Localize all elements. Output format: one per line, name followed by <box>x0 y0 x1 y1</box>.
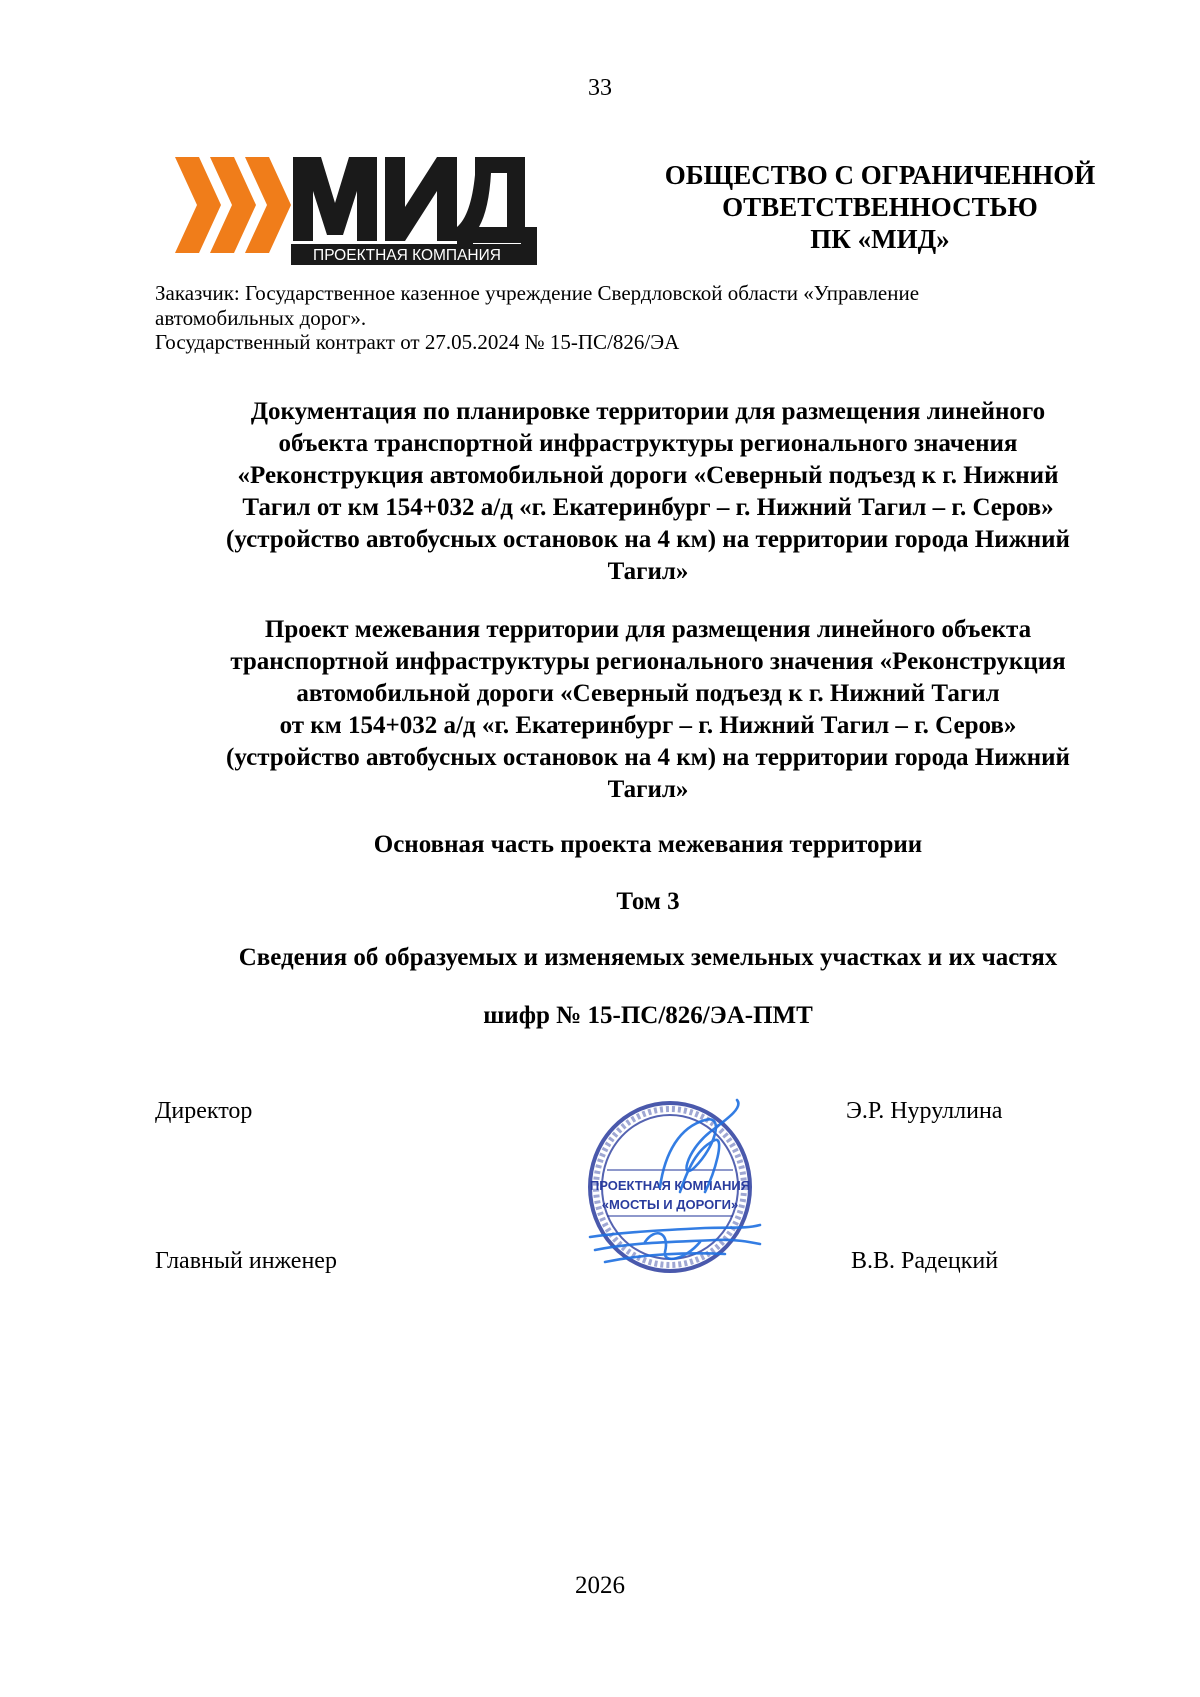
title-line: Тагил» <box>607 558 689 585</box>
title-line: Тагил» <box>607 776 689 803</box>
info-heading: Сведения об образуемых и изменяемых земельных участках и их частях <box>238 944 1058 971</box>
engineer-name: В.В. Радецкий <box>851 1248 999 1274</box>
title-line: автомобильной дороги «Северный подъезд к г. Нижний Тагил <box>296 680 1000 707</box>
cipher-code: шифр № 15-ПС/826/ЭА-ПМТ <box>483 1002 813 1029</box>
logo-subtitle: ПРОЕКТНАЯ КОМПАНИЯ <box>313 247 501 264</box>
company-name-line: ПК «МИД» <box>810 224 950 254</box>
stamp-center-line: «МОСТЫ И ДОРОГИ» <box>601 1197 739 1212</box>
director-title: Директор <box>155 1098 253 1124</box>
company-logo <box>175 145 550 265</box>
title-line: объекта транспортной инфраструктуры регионального значения <box>278 430 1018 457</box>
customer-line: автомобильных дорог». <box>155 305 367 330</box>
title-line: (устройство автобусных остановок на 4 км) на территории города Нижний <box>226 526 1070 553</box>
main-part-heading: Основная часть проекта межевания территории <box>373 831 923 858</box>
customer-line: Заказчик: Государственное казенное учреждение Свердловской области «Управление <box>155 281 920 305</box>
director-name: Э.Р. Нуруллина <box>846 1098 1003 1124</box>
title-line: (устройство автобусных остановок на 4 км) на территории города Нижний <box>226 744 1070 771</box>
project-title <box>150 614 1146 806</box>
documentation-title <box>150 396 1146 588</box>
title-line: транспортной инфраструктуры регионального значения «Реконструкция <box>230 648 1066 675</box>
volume-heading: Том 3 <box>616 888 680 915</box>
engineer-title: Главный инженер <box>155 1248 337 1274</box>
company-name-line: ОТВЕТСТВЕННОСТЬЮ <box>722 192 1038 222</box>
customer-info <box>155 281 1115 355</box>
document-year: 2026 <box>575 1572 625 1599</box>
logo-orange-mark <box>175 157 291 253</box>
title-line: Проект межевания территории для размещения линейного объекта <box>264 616 1032 643</box>
title-line: «Реконструкция автомобильной дороги «Северный подъезд к г. Нижний <box>237 462 1059 489</box>
contract-line: Государственный контракт от 27.05.2024 № 15-ПС/826/ЭА <box>155 330 680 354</box>
company-name-line: ОБЩЕСТВО С ОГРАНИЧЕННОЙ <box>664 160 1096 190</box>
title-line: Документация по планировке территории для размещения линейного <box>250 398 1046 425</box>
stamp-center-line: ПРОЕКТНАЯ КОМПАНИЯ <box>589 1178 751 1193</box>
title-line: Тагил от км 154+032 а/д «г. Екатеринбург – г. Нижний Тагил – г. Серов» <box>242 494 1054 521</box>
page-number: 33 <box>588 75 612 101</box>
title-line: от км 154+032 а/д «г. Екатеринбург – г. Нижний Тагил – г. Серов» <box>279 712 1017 739</box>
company-stamp <box>565 1092 780 1287</box>
company-name <box>640 159 1120 255</box>
